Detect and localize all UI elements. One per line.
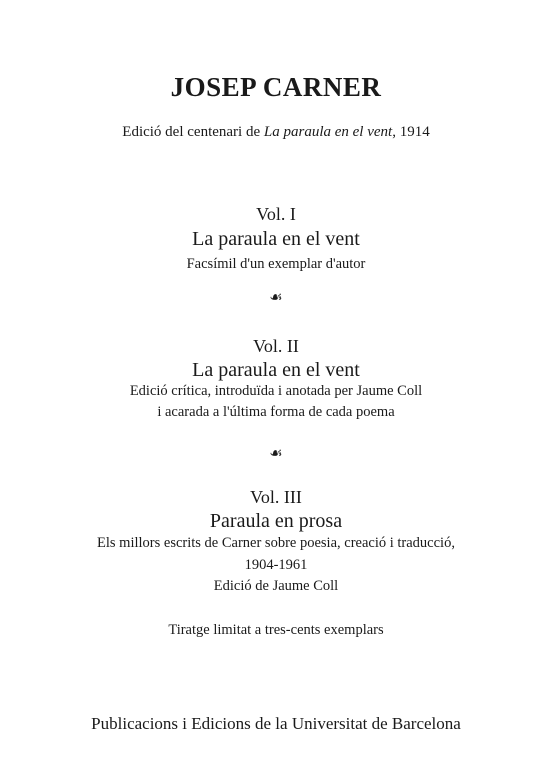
fleuron-ornament: ☙ xyxy=(269,446,283,462)
volume-1-number: Vol. I xyxy=(256,204,296,224)
volume-2-title: La paraula en el vent xyxy=(192,359,360,381)
volume-2-description-line-1: Edició crítica, introduïda i anotada per Jaume Coll xyxy=(129,383,423,399)
volume-1-description: Facsímil d'un exemplar d'autor xyxy=(186,256,366,272)
volume-3-years: 1904-1961 xyxy=(244,557,308,573)
volume-2-description-line-2: i acarada a l'última forma de cada poema xyxy=(157,404,395,420)
volume-3-number: Vol. III xyxy=(250,487,302,507)
publisher-name: Publicacions i Edicions de la Universitat de Barcelona xyxy=(91,714,461,733)
subtitle-year: , 1914 xyxy=(392,124,430,140)
volume-2-number: Vol. II xyxy=(253,336,299,356)
edition-subtitle xyxy=(0,124,552,141)
volume-3-editor: Edició de Jaume Coll xyxy=(213,578,339,594)
volume-3-title: Paraula en prosa xyxy=(209,510,343,532)
volume-3-description-line-1: Els millors escrits de Carner sobre poesia, creació i traducció, xyxy=(97,535,455,551)
fleuron-ornament: ☙ xyxy=(269,290,283,306)
volume-1-title: La paraula en el vent xyxy=(192,228,360,250)
print-run-note: Tiratge limitat a tres-cents exemplars xyxy=(168,622,384,638)
author-name: JOSEP CARNER xyxy=(170,72,382,102)
subtitle-prefix: Edició del centenari de xyxy=(122,124,264,140)
subtitle-work-title: La paraula en el vent xyxy=(263,124,393,140)
